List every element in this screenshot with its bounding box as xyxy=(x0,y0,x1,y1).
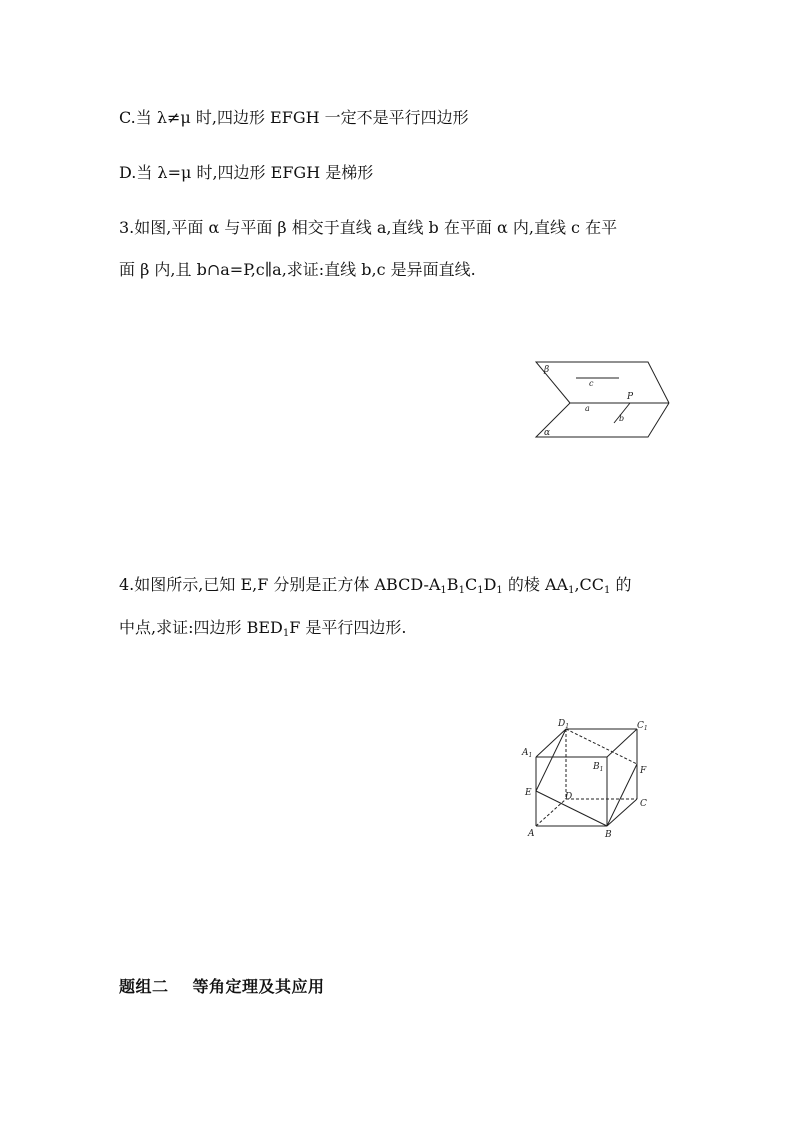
edge-B-C xyxy=(607,799,637,826)
label-F: F xyxy=(640,766,647,776)
label-A1: $A_1$ xyxy=(522,748,533,759)
problem3-line1: 3.如图,平面 α 与平面 β 相交于直线 a,直线 b 在平面 α 内,直线 c 在平 xyxy=(119,218,618,237)
problem3-line2: 面 β 内,且 b∩a=P,c∥a,求证:直线 b,c 是异面直线. xyxy=(119,260,476,279)
label-A: A xyxy=(528,829,535,839)
label-B1: $B_1$ xyxy=(593,762,604,773)
plane-beta-outline xyxy=(536,362,669,403)
problem4-line2: 中点,求证:四边形 $BED_1F$ 是平行四边形. xyxy=(119,618,407,639)
segment-B-F xyxy=(607,764,637,826)
label-beta: β xyxy=(544,365,550,375)
label-D: D xyxy=(565,792,573,802)
cube-figure xyxy=(518,715,658,840)
label-C: C xyxy=(640,799,647,809)
hidden-segment-D1-F xyxy=(566,729,637,764)
problem4-line1: 4.如图所示,已知 E,F 分别是正方体 ABCD-$A_1B_1C_1D_1$ 的棱 $AA_1,CC_1$ 的 xyxy=(119,575,632,596)
label-a: a xyxy=(585,404,590,413)
option-c: C.当 λ≠μ 时,四边形 EFGH 一定不是平行四边形 xyxy=(119,108,469,127)
planes-figure xyxy=(533,357,673,441)
label-b: b xyxy=(619,414,625,423)
label-C1: $C_1$ xyxy=(637,721,648,732)
segment-E-D1 xyxy=(536,729,566,791)
section-title: 等角定理及其应用 xyxy=(192,977,325,996)
edge-A1-D1 xyxy=(536,729,566,757)
plane-alpha-outline xyxy=(536,403,669,437)
label-alpha: α xyxy=(544,428,551,438)
label-D1: $D_1$ xyxy=(558,719,570,730)
edge-C1-B1 xyxy=(607,729,637,757)
label-E: E xyxy=(525,788,532,798)
section-label: 题组二 xyxy=(119,977,169,996)
label-B: B xyxy=(605,830,612,840)
option-d: D.当 λ=μ 时,四边形 EFGH 是梯形 xyxy=(119,163,374,182)
section-heading xyxy=(119,974,325,997)
label-P: P xyxy=(627,392,634,402)
label-c: c xyxy=(589,379,594,388)
